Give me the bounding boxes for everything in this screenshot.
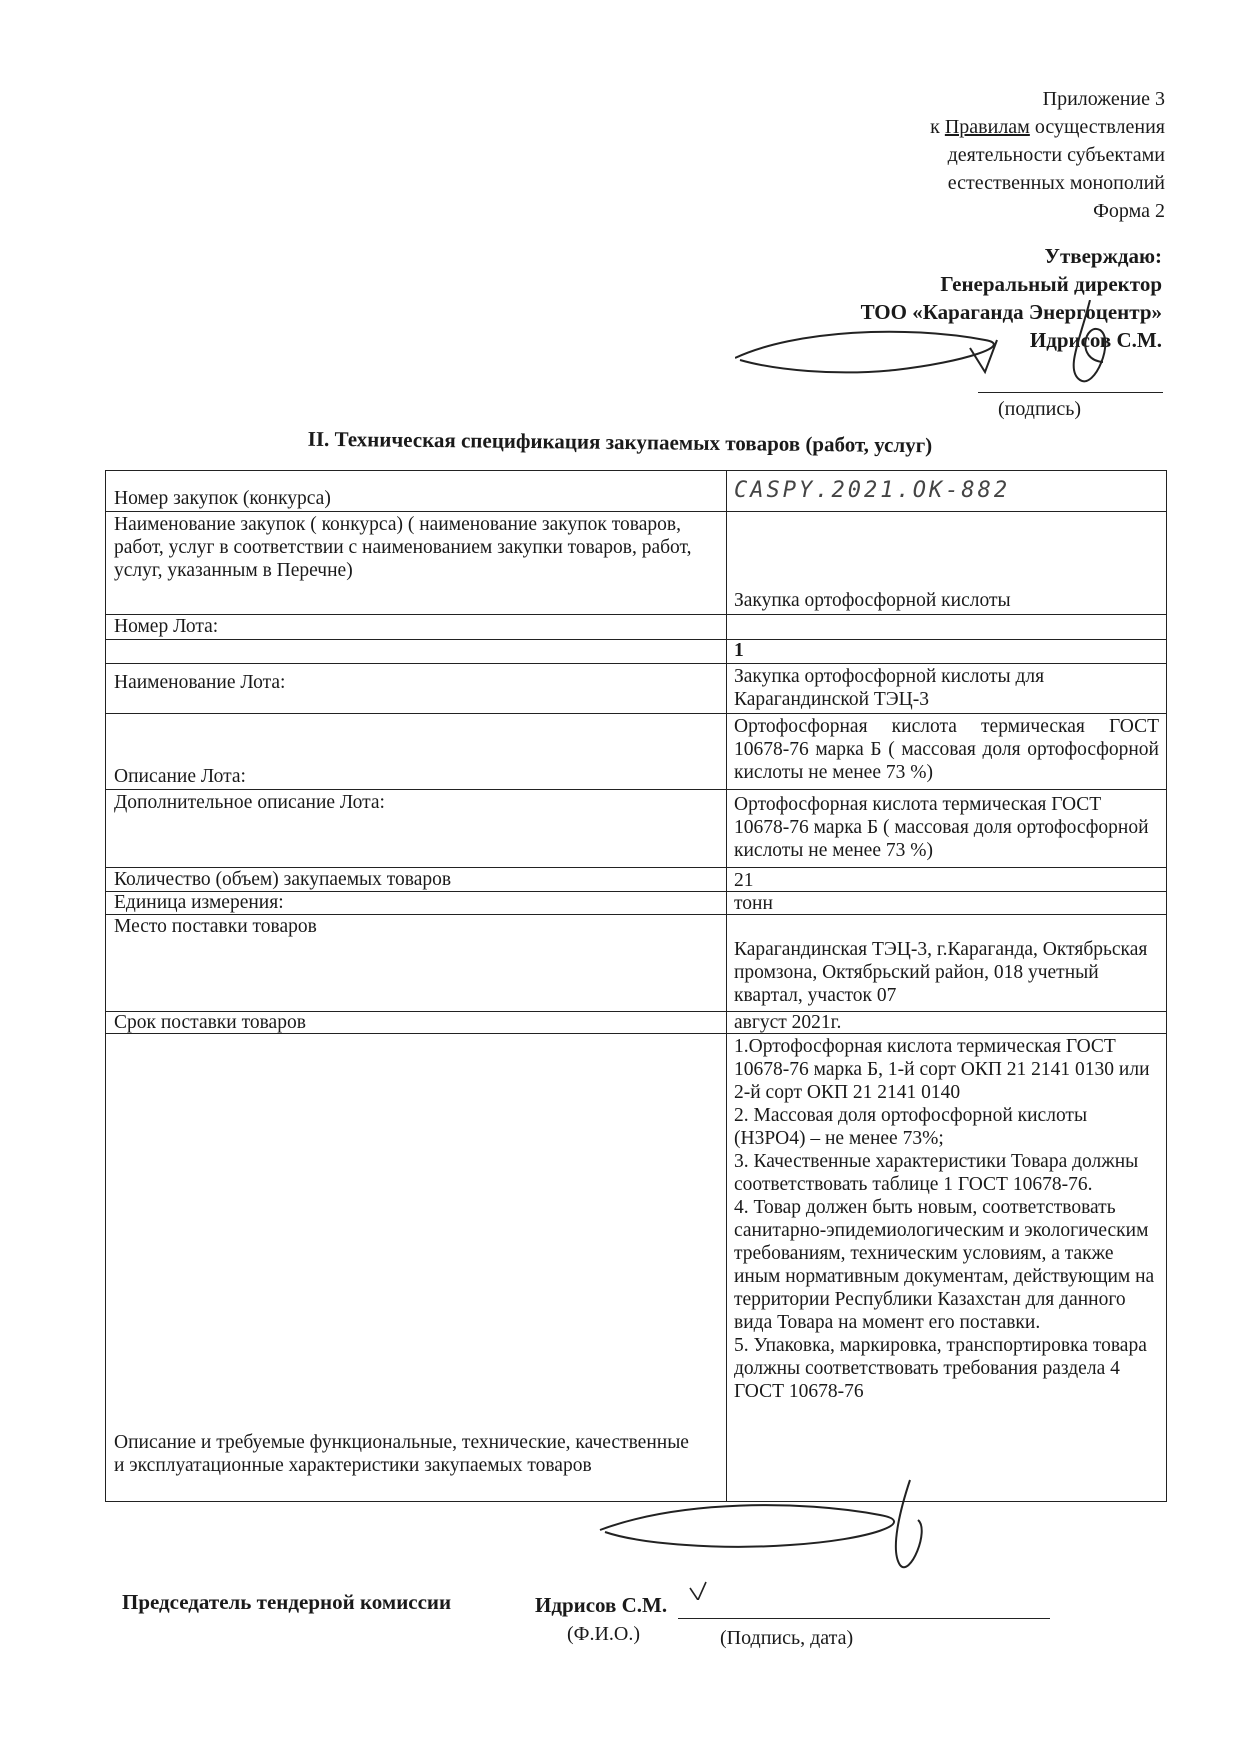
appendix-word: к bbox=[930, 116, 940, 138]
appendix-line: Приложение 3 bbox=[1042, 88, 1165, 110]
extra-description-value: Ортофосфорная кислота термическая ГОСТ 10678-76 марка Б ( массовая доля ортофосфорной кислоты не менее 73 %) bbox=[734, 794, 1149, 861]
fio-caption: (Ф.И.О.) bbox=[567, 1623, 641, 1645]
unit-value: тонн bbox=[734, 893, 773, 914]
appendix-word: осуществления bbox=[1034, 116, 1165, 138]
approval-line: Генеральный директор bbox=[940, 272, 1162, 296]
chair-signature bbox=[580, 1470, 1080, 1600]
quantity-value: 21 bbox=[734, 870, 754, 891]
delivery-place-value: Карагандинская ТЭЦ-3, г.Караганда, Октябрьская промзона, Октябрьский район, 018 учетный квартал, участок 07 bbox=[734, 939, 1148, 1006]
characteristics-item: 3. Качественные характеристики Товара должны соответствовать таблице 1 ГОСТ 10678-76. bbox=[734, 1151, 1139, 1195]
row-divider bbox=[106, 511, 1166, 512]
characteristics-label: Описание и требуемые функциональные, технические, качественные и эксплуатационные характеристики закупаемых товаров bbox=[114, 1432, 689, 1476]
procurement-name-value: Закупка ортофосфорной кислоты bbox=[734, 590, 1011, 611]
row-divider bbox=[106, 789, 1166, 790]
approval-line: Идрисов С.М. bbox=[1029, 328, 1162, 352]
lot-name-value: Закупка ортофосфорной кислоты для Карагандинской ТЭЦ-3 bbox=[734, 666, 1045, 710]
delivery-place-label: Место поставки товаров bbox=[114, 916, 317, 937]
footer-signature-line bbox=[678, 1618, 1050, 1619]
quantity-label: Количество (объем) закупаемых товаров bbox=[114, 869, 452, 890]
signature-caption: (подпись) bbox=[998, 398, 1082, 420]
characteristics-item: 5. Упаковка, маркировка, транспортировка товара должны соответствовать требования раздела 4 ГОСТ 10678-76 bbox=[734, 1335, 1147, 1402]
chair-name: Идрисов С.М. bbox=[535, 1593, 668, 1617]
document-title: II. Техническая спецификация закупаемых товаров (работ, услуг) bbox=[307, 426, 933, 458]
director-signature bbox=[735, 300, 1155, 410]
lot-number-value: 1 bbox=[734, 640, 744, 661]
lot-name-label: Наименование Лота: bbox=[114, 672, 286, 693]
sign-date-caption: (Подпись, дата) bbox=[720, 1627, 854, 1649]
column-divider bbox=[726, 471, 727, 1501]
procurement-name-label: Наименование закупок ( конкурса) ( наименование закупок товаров, работ, услуг в соответствии с наименованием закупки товаров, работ, услуг, указанным в Перечне) bbox=[114, 514, 692, 581]
row-divider bbox=[106, 663, 1166, 664]
lot-number-label: Номер Лота: bbox=[114, 616, 219, 637]
appendix-line: деятельности субъектами bbox=[947, 144, 1165, 166]
approval-line: Утверждаю: bbox=[1044, 244, 1162, 268]
extra-description-label: Дополнительное описание Лота: bbox=[114, 792, 385, 813]
approval-line: ТОО «Караганда Энергоцентр» bbox=[860, 300, 1162, 324]
delivery-term-value: август 2021г. bbox=[734, 1012, 842, 1033]
characteristics-item: 1.Ортофосфорная кислота термическая ГОСТ 10678-76 марка Б, 1-й сорт ОКП 21 2141 0130 или 2-й сорт ОКП 21 2141 0140 bbox=[734, 1036, 1150, 1103]
characteristics-item: 2. Массовая доля ортофосфорной кислоты (H3PO4) – не менее 73%; bbox=[734, 1105, 1088, 1149]
unit-label: Единица измерения: bbox=[114, 892, 284, 913]
lot-description-value: Ортофосфорная кислота термическая ГОСТ 10678-76 марка Б ( массовая доля ортофосфорной кислоты не менее 73 %) bbox=[734, 716, 1159, 783]
appendix-block bbox=[835, 85, 1165, 225]
characteristics-item: 4. Товар должен быть новым, соответствовать санитарно-эпидемиологическим и экологическим требованиям, техническим условиям, а также иным нормативным документам, действующим на территории Республики Казахстан для данного вида Товара на момент его поставки. bbox=[734, 1197, 1155, 1333]
procurement-number-value: CASPY.2021.OK-882 bbox=[734, 478, 1011, 503]
appendix-line: Форма 2 bbox=[1093, 200, 1165, 222]
appendix-line: естественных монополий bbox=[947, 172, 1165, 194]
chair-label: Председатель тендерной комиссии bbox=[122, 1590, 452, 1614]
rules-link-text: Правилам bbox=[944, 116, 1030, 138]
lot-description-label: Описание Лота: bbox=[114, 766, 246, 787]
procurement-number-label: Номер закупок (конкурса) bbox=[114, 488, 331, 509]
specification-table bbox=[105, 470, 1167, 1502]
appendix-line bbox=[835, 113, 1165, 141]
characteristics-list bbox=[734, 1035, 1159, 1403]
signature-line bbox=[978, 392, 1163, 393]
delivery-term-label: Срок поставки товаров bbox=[114, 1012, 306, 1033]
row-divider bbox=[106, 713, 1166, 714]
